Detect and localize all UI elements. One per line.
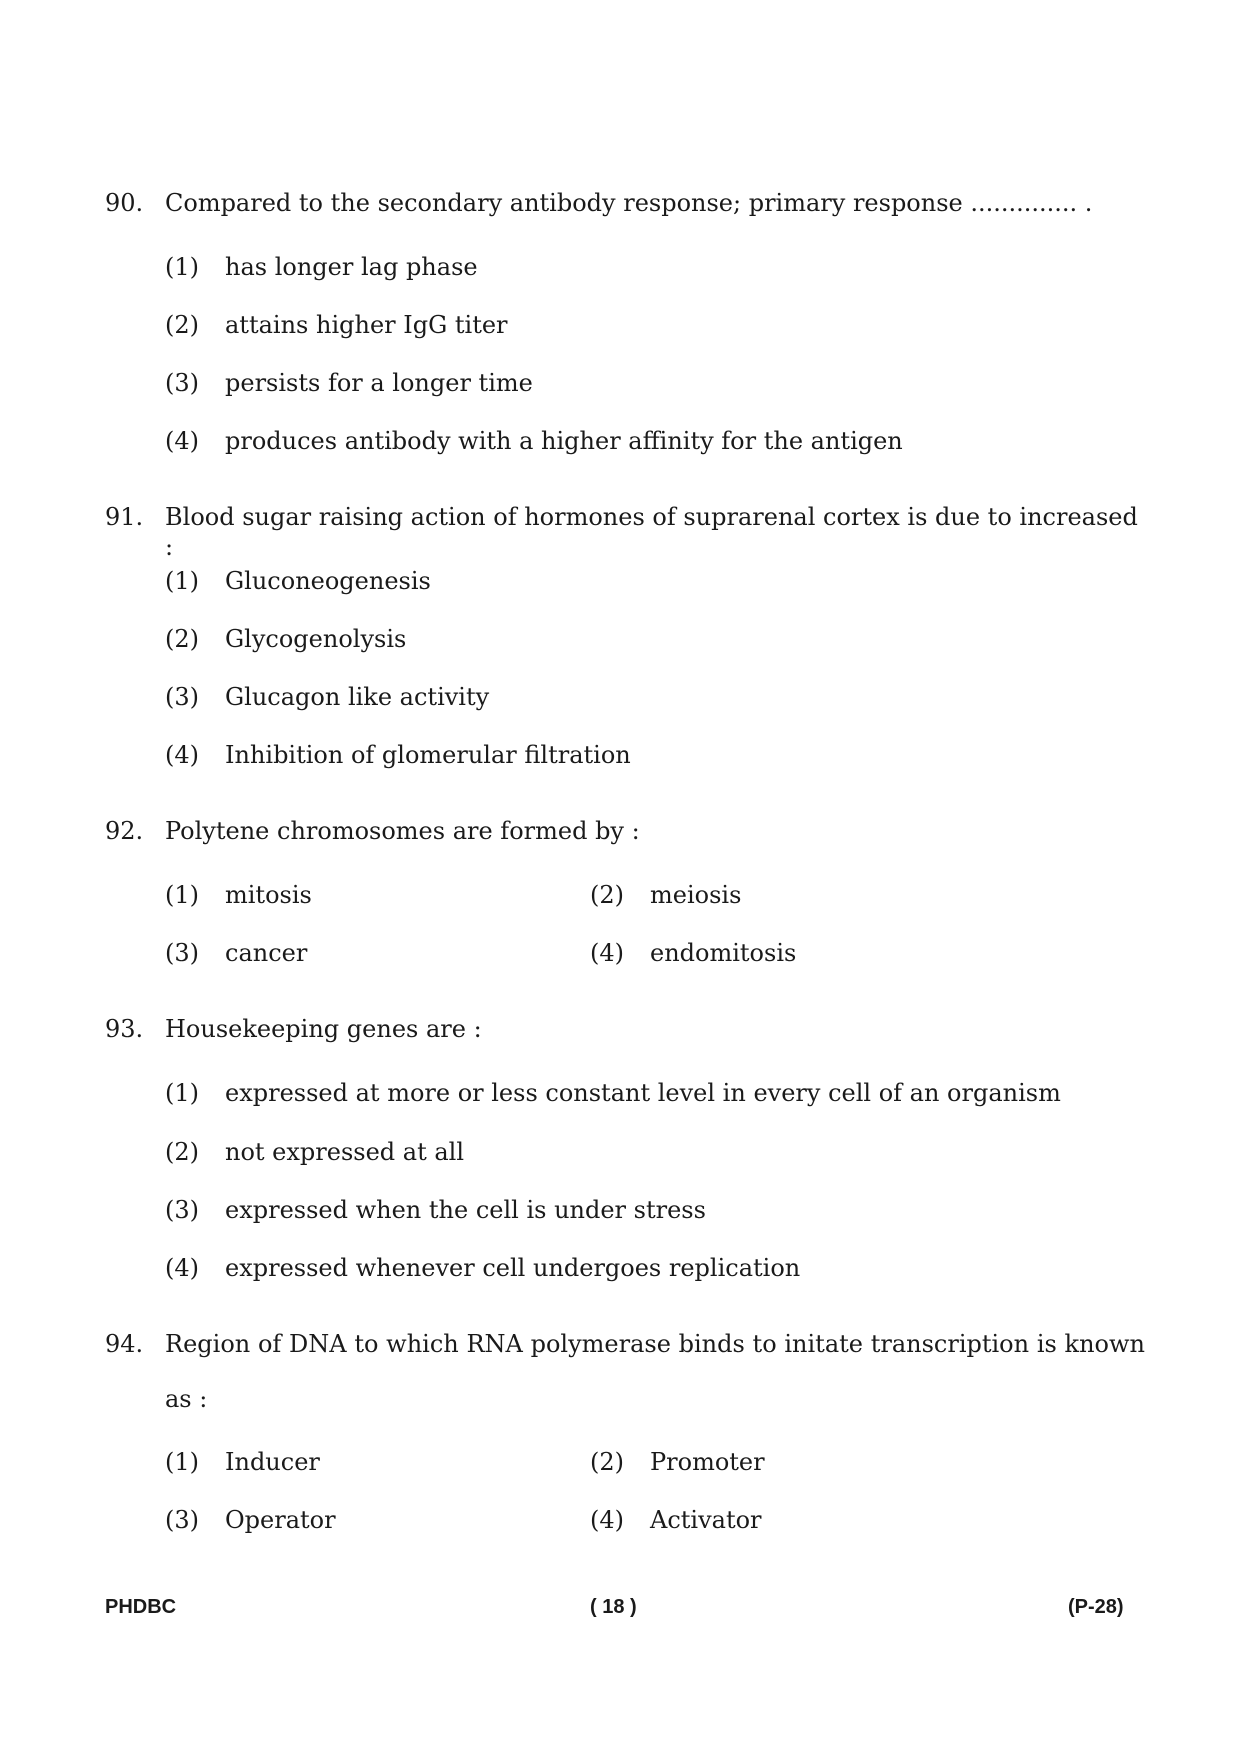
option-text: attains higher IgG titer — [225, 311, 508, 339]
option-text: Promoter — [650, 1448, 765, 1476]
question-number: 91. — [105, 503, 144, 531]
option-text: Glycogenolysis — [225, 625, 407, 653]
option-text: meiosis — [650, 881, 742, 909]
option-text: expressed whenever cell undergoes replication — [225, 1254, 801, 1282]
option-text: not expressed at all — [225, 1138, 465, 1166]
option-text: Activator — [650, 1506, 762, 1534]
option-text: Inducer — [225, 1448, 320, 1476]
option-text: expressed when the cell is under stress — [225, 1196, 706, 1224]
footer-code: PHDBC — [105, 1596, 177, 1618]
option-label: (4) — [590, 939, 624, 967]
question-text: Housekeeping genes are : — [165, 1015, 482, 1043]
option-text: expressed at more or less constant level in every cell of an organism — [225, 1079, 1061, 1107]
paper-code: (P-28) — [1068, 1596, 1124, 1618]
option-label: (1) — [165, 567, 199, 595]
option-label: (3) — [165, 683, 199, 711]
option-text: cancer — [225, 939, 308, 967]
option-label: (4) — [590, 1506, 624, 1534]
option-label: (3) — [165, 1196, 199, 1224]
option-text: mitosis — [225, 881, 312, 909]
option-label: (3) — [165, 369, 199, 397]
option-text: has longer lag phase — [225, 253, 478, 281]
option-label: (1) — [165, 1448, 199, 1476]
option-label: (4) — [165, 427, 199, 455]
option-label: (2) — [165, 311, 199, 339]
option-label: (3) — [165, 939, 199, 967]
option-label: (1) — [165, 881, 199, 909]
question-text: Blood sugar raising action of hormones of suprarenal cortex is due to increased : — [165, 503, 1138, 561]
option-label: (2) — [165, 625, 199, 653]
question-text: Polytene chromosomes are formed by : — [165, 817, 640, 845]
question-text: Region of DNA to which RNA polymerase binds to initate transcription is known — [165, 1330, 1145, 1358]
option-label: (1) — [165, 253, 199, 281]
option-text: Operator — [225, 1506, 336, 1534]
question-number: 93. — [105, 1015, 144, 1043]
option-text: Glucagon like activity — [225, 683, 490, 711]
option-text: produces antibody with a higher affinity for the antigen — [225, 427, 903, 455]
option-label: (3) — [165, 1506, 199, 1534]
question-number: 92. — [105, 817, 144, 845]
option-text: endomitosis — [650, 939, 797, 967]
option-label: (2) — [590, 881, 624, 909]
option-text: Gluconeogenesis — [225, 567, 431, 595]
option-label: (4) — [165, 1254, 199, 1282]
question-text-continued: as : — [165, 1385, 208, 1413]
question-number: 94. — [105, 1330, 144, 1358]
option-label: (2) — [165, 1138, 199, 1166]
option-label: (1) — [165, 1079, 199, 1107]
page-number: ( 18 ) — [590, 1596, 637, 1618]
question-number: 90. — [105, 189, 144, 217]
question-text: Compared to the secondary antibody response; primary response .............. . — [165, 189, 1093, 217]
option-label: (4) — [165, 741, 199, 769]
option-text: Inhibition of glomerular filtration — [225, 741, 631, 769]
option-label: (2) — [590, 1448, 624, 1476]
option-text: persists for a longer time — [225, 369, 533, 397]
